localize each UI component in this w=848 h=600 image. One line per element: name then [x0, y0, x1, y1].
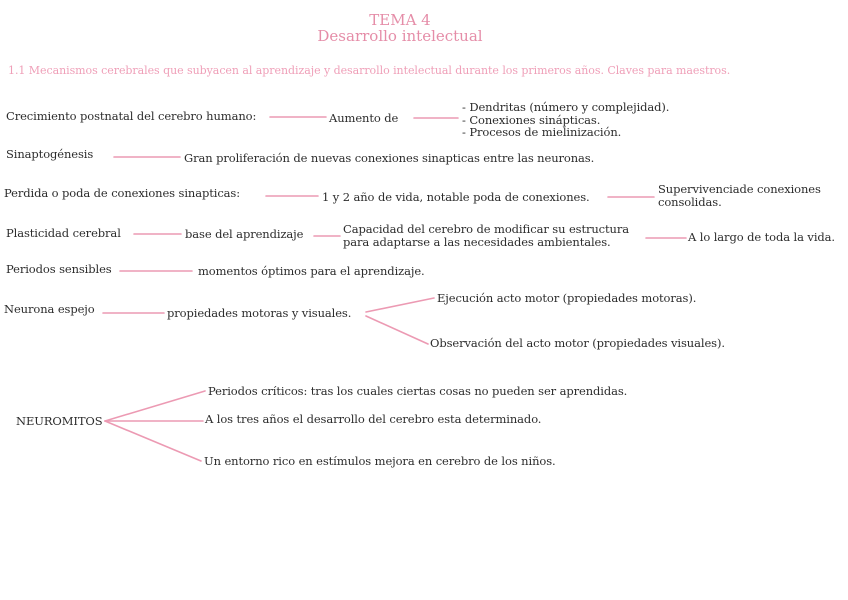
poda-label: Perdida o poda de conexiones sinapticas: [4, 186, 241, 200]
neuromito-item: A los tres años el desarrollo del cerebro esta determinado. [205, 412, 542, 426]
sinaptogenesis-label: Sinaptogénesis [6, 147, 94, 161]
plasticidad-end: A lo largo de toda la vida. [688, 230, 835, 244]
crecimiento-item: - Procesos de mielinización. [462, 125, 622, 139]
poda-mid: 1 y 2 año de vida, notable poda de conexiones. [322, 190, 590, 204]
section-heading: 1.1 Mecanismos cerebrales que subyacen al aprendizaje y desarrollo intelectual durante los primeros años. Claves para maestros. [8, 64, 731, 77]
periodos-label: Periodos sensibles [6, 262, 112, 276]
connector-neurona-branch1 [366, 298, 434, 312]
poda-end-line2: consolidas. [658, 194, 722, 209]
crecimiento-label: Crecimiento postnatal del cerebro humano: [6, 109, 257, 123]
neurona-label: Neurona espejo [4, 302, 95, 316]
sinaptogenesis-desc: Gran proliferación de nuevas conexiones sinapticas entre las neuronas. [184, 151, 595, 165]
connector-neuromitos-1 [105, 391, 205, 421]
plasticidad-mid: base del aprendizaje [185, 227, 304, 241]
crecimiento-item: - Dendritas (número y complejidad). [462, 100, 670, 114]
page-subtitle-title: Desarrollo intelectual [317, 27, 483, 45]
plasticidad-label: Plasticidad cerebral [6, 226, 121, 240]
neuromito-item: Periodos críticos: tras los cuales ciertas cosas no pueden ser aprendidas. [208, 384, 628, 398]
crecimiento-item-list [462, 101, 669, 139]
neurona-mid: propiedades motoras y visuales. [167, 306, 352, 320]
periodos-desc: momentos óptimos para el aprendizaje. [198, 264, 425, 278]
plasticidad-desc [343, 223, 629, 248]
connector-neuromitos-3 [105, 421, 201, 461]
page-title: TEMA 4 [369, 11, 431, 29]
connector-neurona-branch2 [366, 316, 428, 344]
crecimiento-item: - Conexiones sinápticas. [462, 112, 601, 127]
neuromitos-label: NEUROMITOS [16, 414, 103, 428]
neuromito-item: Un entorno rico en estímulos mejora en cerebro de los niños. [204, 454, 556, 468]
neurona-branch-visual: Observación del acto motor (propiedades visuales). [430, 336, 725, 350]
poda-end [658, 183, 821, 208]
aumento-label: Aumento de [329, 111, 399, 125]
neurona-branch-motor: Ejecución acto motor (propiedades motoras). [437, 291, 697, 305]
plasticidad-desc-line2: para adaptarse a las necesidades ambientales. [343, 234, 611, 249]
plasticidad-desc-line1: Capacidad del cerebro de modificar su estructura [343, 222, 630, 236]
poda-end-line1: Supervivenciade conexiones [658, 182, 821, 196]
